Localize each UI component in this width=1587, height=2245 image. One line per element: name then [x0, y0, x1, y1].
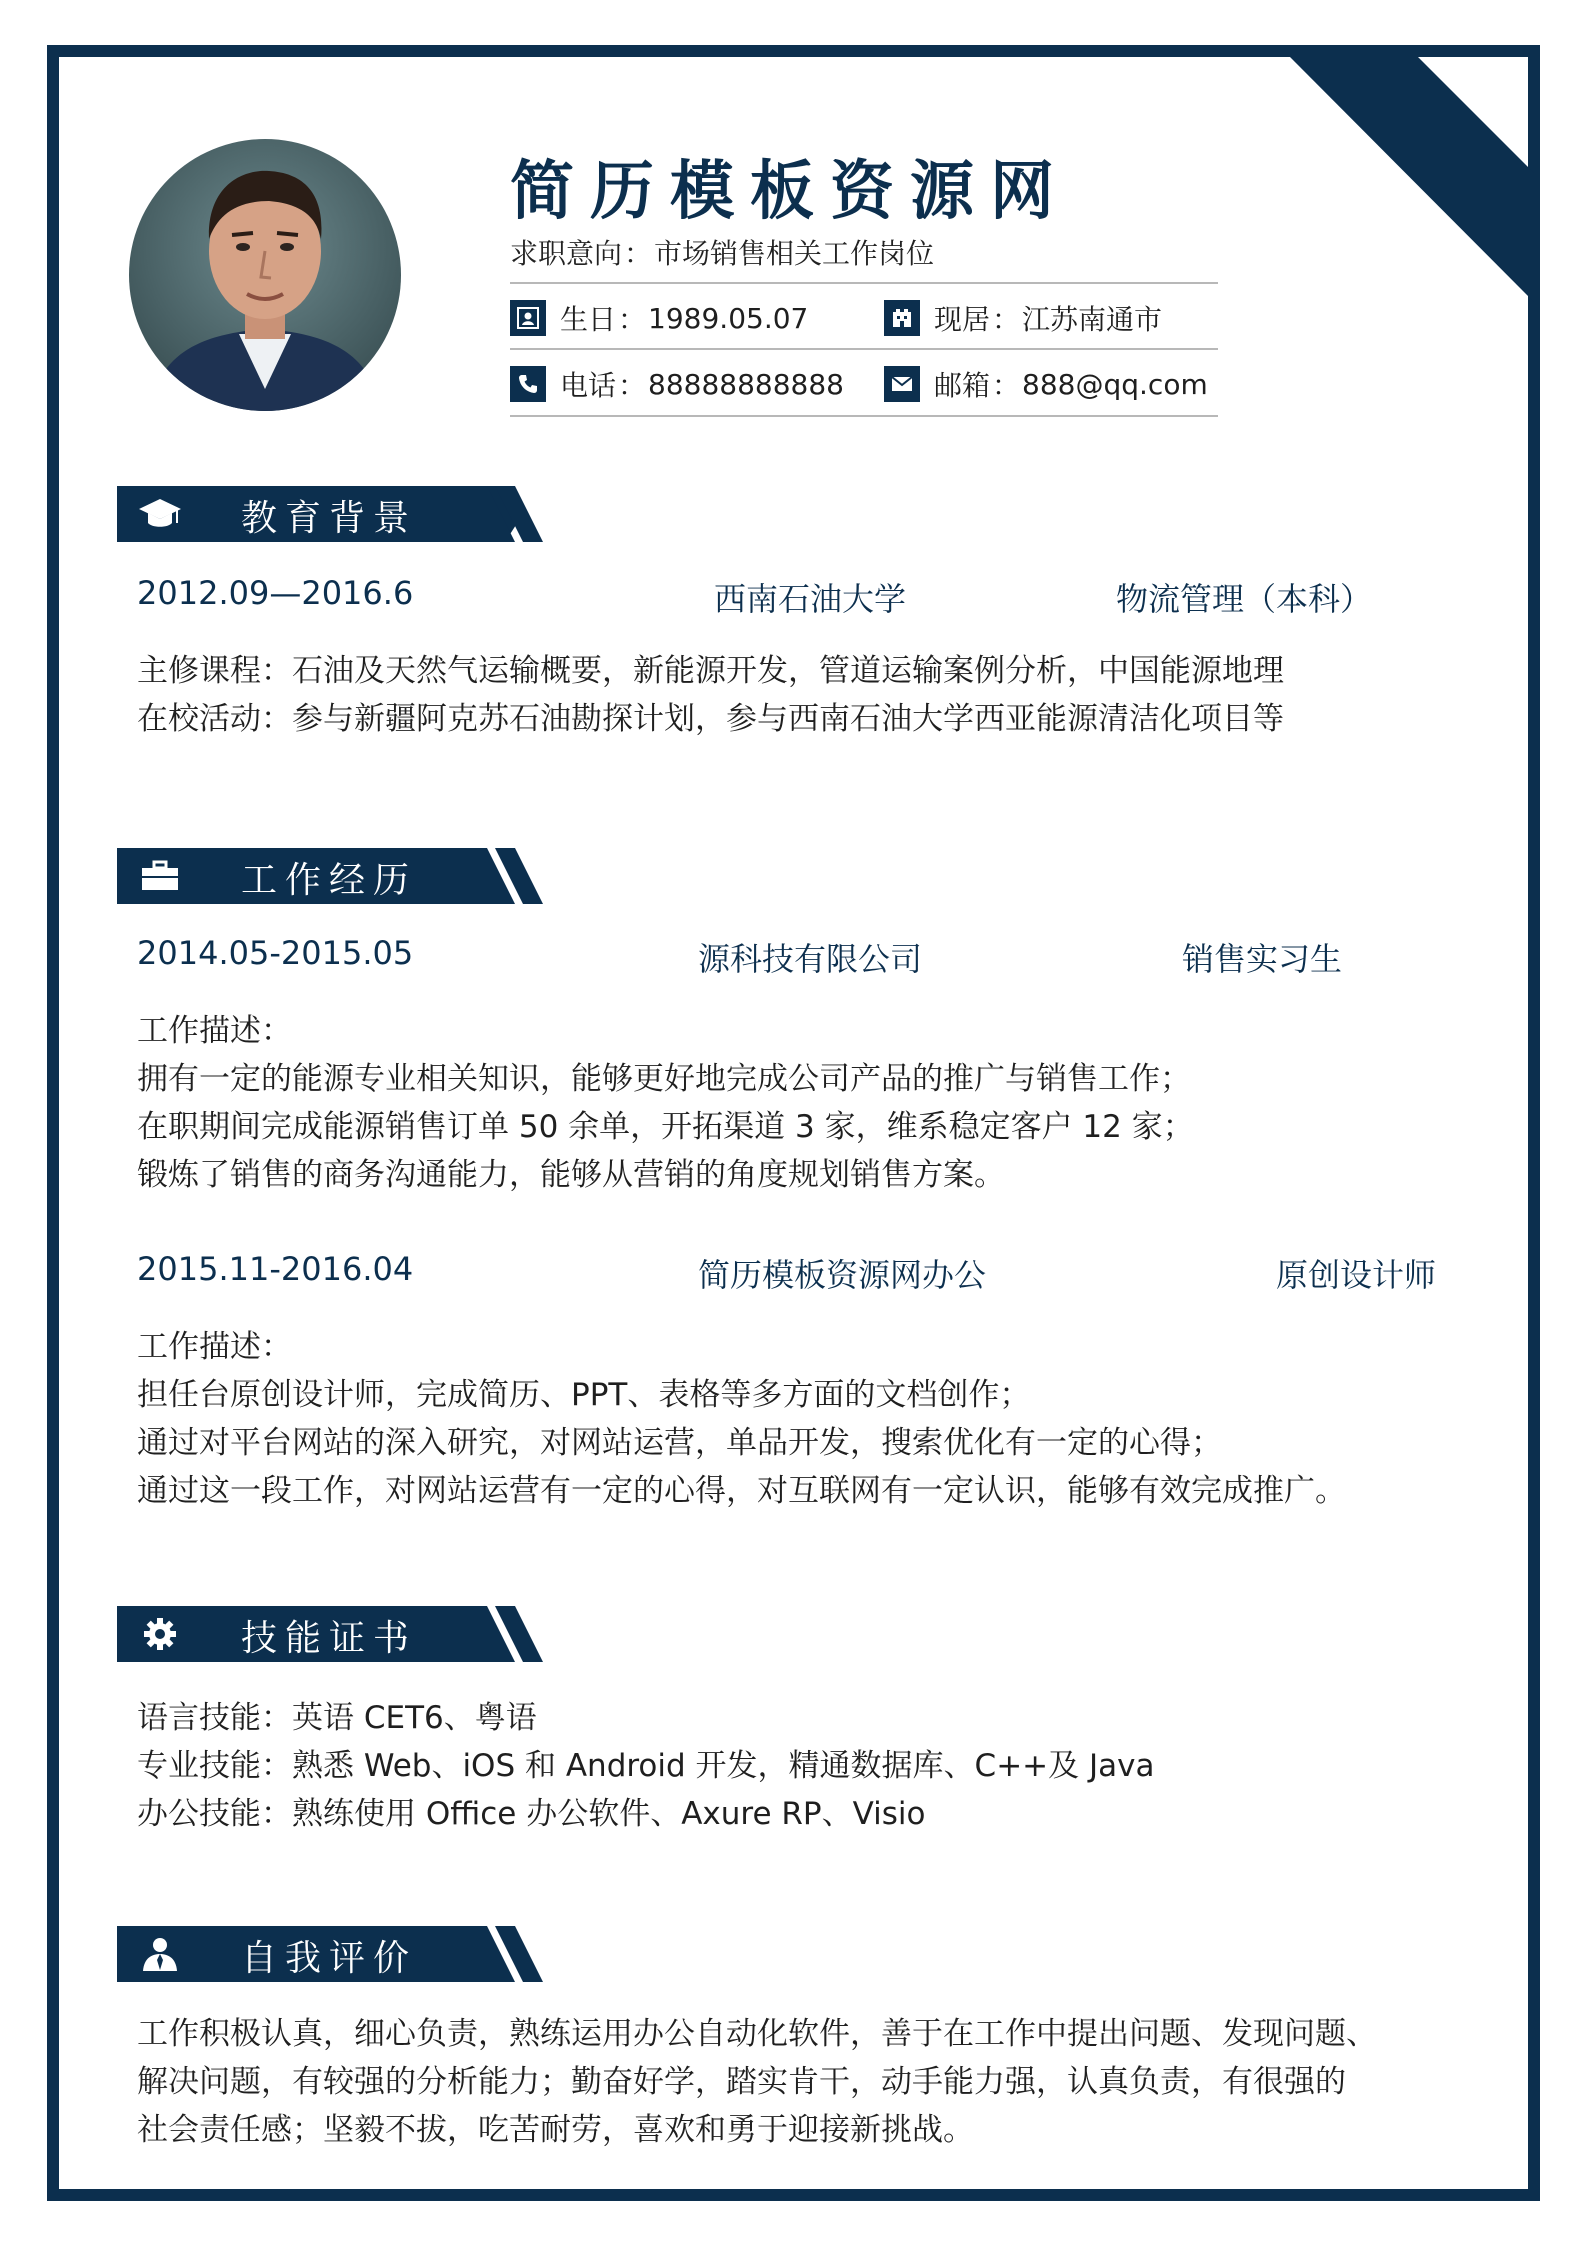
email-separator: ：	[992, 369, 1021, 402]
birthday-info	[510, 298, 808, 338]
section-title-self: 自我评价	[241, 1938, 418, 1979]
job-intent-separator: ：	[624, 237, 653, 270]
work-company: 简历模板资源网办公	[698, 1256, 987, 1294]
envelope-icon	[884, 366, 920, 402]
work-line: 担任台原创设计师，完成简历、PPT、表格等多方面的文档创作；	[137, 1377, 1031, 1413]
skill-line: 专业技能：熟悉 Web、iOS 和 Android 开发，精通数据库、C++及 Java	[137, 1748, 1155, 1784]
section-header-education	[117, 486, 557, 542]
email-label: 邮箱	[934, 369, 991, 402]
section-header-self	[117, 1926, 557, 1982]
phone-info	[510, 364, 844, 404]
self-eval-line: 工作积极认真，细心负责，熟练运用办公自动化软件，善于在工作中提出问题、发现问题、	[137, 2016, 1377, 2052]
work-period: 2015.11-2016.04	[137, 1250, 414, 1288]
gear-icon	[137, 1616, 183, 1652]
self-eval-line: 解决问题，有较强的分析能力；勤奋好学，踏实肯干，动手能力强，认真负责，有很强的	[137, 2064, 1346, 2100]
work-line: 拥有一定的能源专业相关知识，能够更好地完成公司产品的推广与销售工作；	[137, 1061, 1191, 1097]
work-company: 源科技有限公司	[698, 940, 923, 978]
job-intent-label: 求职意向	[510, 237, 623, 270]
work-line: 在职期间完成能源销售订单 50 余单，开拓渠道 3 家，维系稳定客户 12 家；	[137, 1109, 1194, 1145]
section-header-work	[117, 848, 557, 904]
birthday-value: 1989.05.07	[648, 301, 809, 335]
graduation-cap-icon	[137, 496, 183, 532]
divider	[510, 282, 1218, 284]
section-title-work: 工作经历	[241, 860, 418, 901]
work-line: 锻炼了销售的商务沟通能力，能够从营销的角度规划销售方案。	[137, 1157, 1005, 1193]
person-card-icon	[510, 300, 546, 336]
person-icon	[137, 1936, 183, 1972]
phone-value: 88888888888	[648, 367, 844, 401]
job-intent-value: 市场销售相关工作岗位	[654, 237, 935, 270]
skill-line: 办公技能：熟练使用 Office 办公软件、Axure RP、Visio	[137, 1796, 926, 1832]
phone-label: 电话	[560, 369, 617, 402]
work-period: 2014.05-2015.05	[137, 934, 414, 972]
residence-label: 现居	[934, 303, 991, 336]
job-intent	[510, 232, 934, 272]
work-role: 销售实习生	[1182, 940, 1343, 978]
birthday-separator: ：	[618, 303, 647, 336]
edu-period: 2012.09—2016.6	[137, 574, 414, 612]
edu-activities: 在校活动：参与新疆阿克苏石油勘探计划，参与西南石油大学西亚能源清洁化项目等	[137, 701, 1284, 737]
skill-line: 语言技能：英语 CET6、粤语	[137, 1700, 537, 1736]
edu-courses: 主修课程：石油及天然气运输概要，新能源开发，管道运输案例分析，中国能源地理	[137, 653, 1284, 689]
section-header-skills	[117, 1606, 557, 1662]
resume-name: 简历模板资源网	[510, 154, 1070, 229]
phone-separator: ：	[618, 369, 647, 402]
residence-info	[884, 298, 1162, 338]
divider	[510, 348, 1218, 350]
divider	[510, 415, 1218, 417]
edu-school: 西南石油大学	[714, 580, 907, 618]
self-eval-line: 社会责任感；坚毅不拔，吃苦耐劳，喜欢和勇于迎接新挑战。	[137, 2112, 974, 2148]
birthday-label: 生日	[560, 303, 617, 336]
briefcase-icon	[137, 858, 183, 894]
section-title-skills: 技能证书	[241, 1618, 418, 1659]
work-line: 通过对平台网站的深入研究，对网站运营，单品开发，搜索优化有一定的心得；	[137, 1425, 1222, 1461]
edu-major: 物流管理（本科）	[1116, 580, 1373, 618]
work-line: 工作描述：	[137, 1013, 292, 1049]
section-title-education: 教育背景	[241, 498, 418, 539]
work-line: 工作描述：	[137, 1329, 292, 1365]
work-role: 原创设计师	[1276, 1256, 1437, 1294]
work-line: 通过这一段工作，对网站运营有一定的心得，对互联网有一定认识，能够有效完成推广。	[137, 1473, 1346, 1509]
profile-photo	[129, 139, 401, 411]
building-icon	[884, 300, 920, 336]
phone-icon	[510, 366, 546, 402]
email-info	[884, 364, 1208, 404]
residence-value: 江苏南通市	[1022, 303, 1163, 336]
residence-separator: ：	[992, 303, 1021, 336]
email-value: 888@qq.com	[1022, 367, 1208, 401]
